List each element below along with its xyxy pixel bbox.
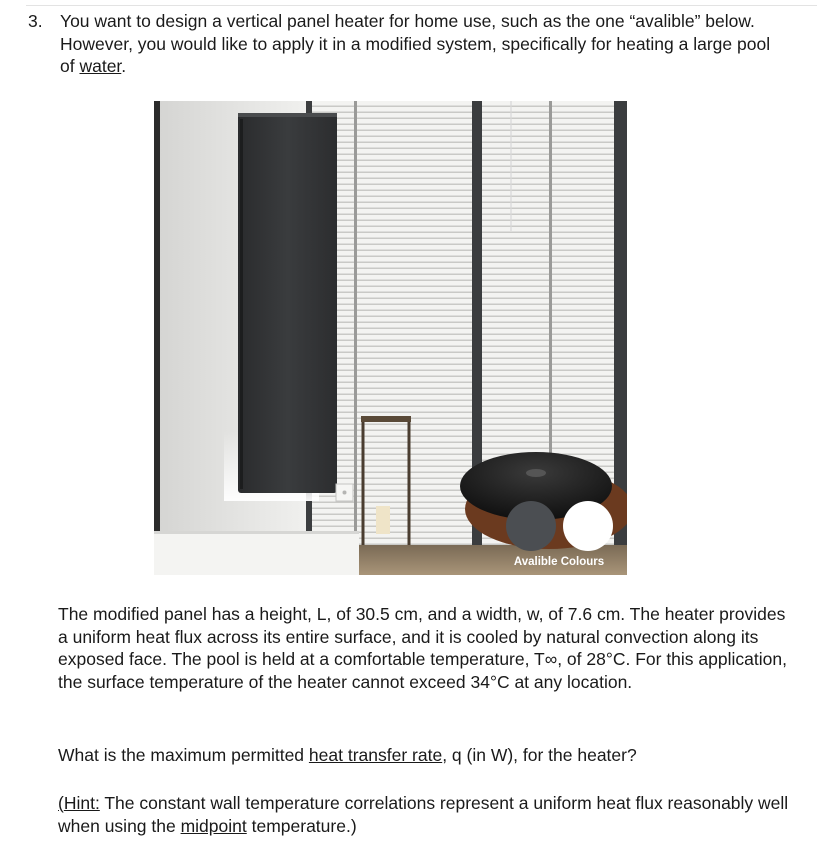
available-colours-label: Avalible Colours bbox=[513, 556, 605, 568]
prompt-end: , q (in W), for the heater? bbox=[442, 745, 637, 765]
problem-statement: The modified panel has a height, L, of 30.5 cm, and a width, w, of 7.6 cm. The heater provides a uniform heat flux across its entire surface, and it is cooled by natural convection along its exposed face. The pool is held at a comfortable temperature, T∞, of 28°C. For this application, the surface temperature of the heater cannot exceed 34°C at any location. bbox=[58, 604, 787, 692]
question-number: 3. bbox=[28, 11, 43, 31]
hint-word: Hint: bbox=[63, 793, 100, 813]
hint bbox=[58, 792, 798, 837]
heat-transfer-rate-underlined: heat transfer rate bbox=[308, 745, 443, 765]
swatch-anthracite bbox=[506, 501, 556, 551]
question-prompt bbox=[58, 744, 798, 767]
intro-text: You want to design a vertical panel heater for home use, such as the one “avalible” below. However, you would like to apply it in a modified system, specifically for heating a large pool of bbox=[60, 11, 771, 76]
hint-label bbox=[58, 793, 100, 813]
swatch-white bbox=[563, 501, 613, 551]
question-intro bbox=[60, 10, 780, 78]
hint-open-paren: ( bbox=[58, 793, 64, 813]
page-top-rule bbox=[26, 5, 817, 6]
heater-photo bbox=[154, 101, 627, 575]
hint-end: temperature.) bbox=[246, 815, 357, 836]
intro-end: . bbox=[121, 56, 127, 76]
midpoint-underlined: midpoint bbox=[180, 815, 247, 836]
prompt-text: What is the maximum permitted bbox=[58, 745, 309, 765]
water-underlined: water bbox=[79, 56, 122, 76]
hint-text: The constant wall temperature correlations represent a uniform heat flux reasonably well when using the bbox=[58, 793, 789, 836]
